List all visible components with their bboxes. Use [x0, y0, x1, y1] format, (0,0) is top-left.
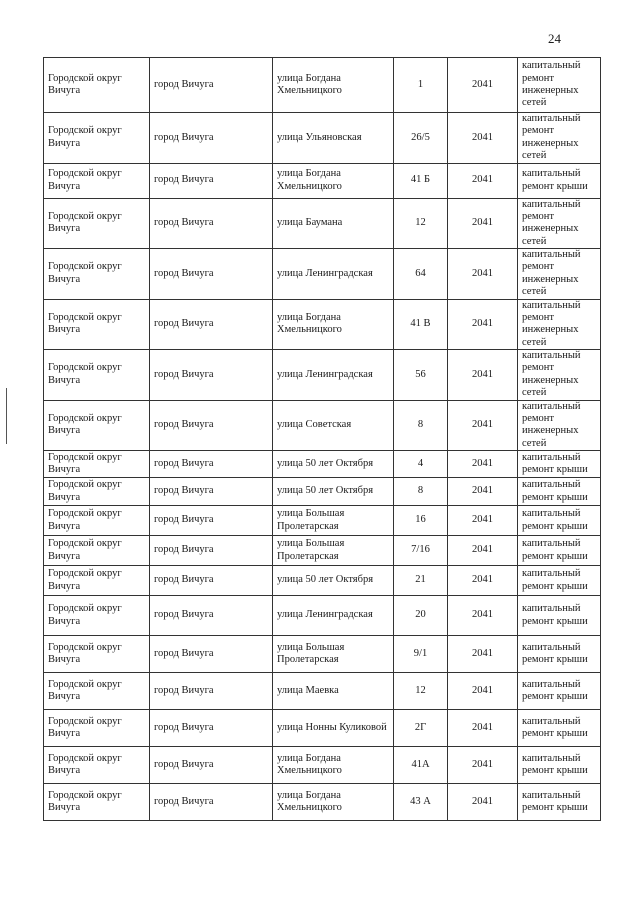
street-cell: улица Нонны Куликовой [273, 710, 394, 747]
okrug-cell: Городской округ Вичуга [44, 710, 150, 747]
year-cell: 2041 [448, 249, 518, 300]
work-type-cell: капитальный ремонт крыши [518, 710, 601, 747]
street-cell: улица 50 лет Октября [273, 478, 394, 506]
street-cell: улица Ленинградская [273, 249, 394, 300]
street-cell: улица Ульяновская [273, 113, 394, 164]
house-number-cell: 12 [394, 673, 448, 710]
city-cell: город Вичуга [150, 350, 273, 401]
registry-table-body [44, 58, 601, 821]
house-number-cell: 12 [394, 198, 448, 249]
scan-mark-left [6, 388, 7, 444]
okrug-cell: Городской округ Вичуга [44, 350, 150, 401]
table-row [44, 400, 601, 451]
house-number-cell: 21 [394, 566, 448, 596]
work-type-cell: капитальный ремонт крыши [518, 478, 601, 506]
street-cell: улица Богдана Хмельницкого [273, 299, 394, 350]
table-row [44, 451, 601, 478]
table-row [44, 596, 601, 636]
street-cell: улица Богдана Хмельницкого [273, 163, 394, 198]
table-row [44, 506, 601, 536]
street-cell: улица Богдана Хмельницкого [273, 58, 394, 113]
year-cell: 2041 [448, 198, 518, 249]
table-row [44, 784, 601, 821]
city-cell: город Вичуга [150, 400, 273, 451]
year-cell: 2041 [448, 350, 518, 401]
house-number-cell: 43 А [394, 784, 448, 821]
year-cell: 2041 [448, 596, 518, 636]
street-cell: улица Большая Пролетарская [273, 506, 394, 536]
city-cell: город Вичуга [150, 478, 273, 506]
city-cell: город Вичуга [150, 784, 273, 821]
year-cell: 2041 [448, 566, 518, 596]
house-number-cell: 9/1 [394, 636, 448, 673]
street-cell: улица Советская [273, 400, 394, 451]
year-cell: 2041 [448, 506, 518, 536]
work-type-cell: капитальный ремонт крыши [518, 636, 601, 673]
work-type-cell: капитальный ремонт инженерных сетей [518, 350, 601, 401]
year-cell: 2041 [448, 58, 518, 113]
house-number-cell: 26/5 [394, 113, 448, 164]
city-cell: город Вичуга [150, 636, 273, 673]
okrug-cell: Городской округ Вичуга [44, 113, 150, 164]
street-cell: улица Богдана Хмельницкого [273, 784, 394, 821]
work-type-cell: капитальный ремонт инженерных сетей [518, 113, 601, 164]
table-row [44, 198, 601, 249]
table-row [44, 747, 601, 784]
year-cell: 2041 [448, 451, 518, 478]
work-type-cell: капитальный ремонт крыши [518, 596, 601, 636]
street-cell: улица Ленинградская [273, 596, 394, 636]
work-type-cell: капитальный ремонт крыши [518, 451, 601, 478]
work-type-cell: капитальный ремонт крыши [518, 163, 601, 198]
okrug-cell: Городской округ Вичуга [44, 596, 150, 636]
street-cell: улица Богдана Хмельницкого [273, 747, 394, 784]
city-cell: город Вичуга [150, 249, 273, 300]
okrug-cell: Городской округ Вичуга [44, 58, 150, 113]
house-number-cell: 4 [394, 451, 448, 478]
city-cell: город Вичуга [150, 710, 273, 747]
house-number-cell: 56 [394, 350, 448, 401]
year-cell: 2041 [448, 636, 518, 673]
year-cell: 2041 [448, 400, 518, 451]
city-cell: город Вичуга [150, 113, 273, 164]
year-cell: 2041 [448, 113, 518, 164]
house-number-cell: 41 Б [394, 163, 448, 198]
city-cell: город Вичуга [150, 673, 273, 710]
work-type-cell: капитальный ремонт крыши [518, 536, 601, 566]
work-type-cell: капитальный ремонт инженерных сетей [518, 198, 601, 249]
work-type-cell: капитальный ремонт инженерных сетей [518, 249, 601, 300]
okrug-cell: Городской округ Вичуга [44, 784, 150, 821]
work-type-cell: капитальный ремонт инженерных сетей [518, 58, 601, 113]
table-row [44, 478, 601, 506]
year-cell: 2041 [448, 784, 518, 821]
okrug-cell: Городской округ Вичуга [44, 747, 150, 784]
table-row [44, 673, 601, 710]
work-type-cell: капитальный ремонт крыши [518, 747, 601, 784]
year-cell: 2041 [448, 536, 518, 566]
work-type-cell: капитальный ремонт крыши [518, 673, 601, 710]
street-cell: улица Маевка [273, 673, 394, 710]
registry-table [43, 57, 601, 821]
page-number: 24 [548, 31, 561, 46]
okrug-cell: Городской округ Вичуга [44, 566, 150, 596]
table-row [44, 58, 601, 113]
work-type-cell: капитальный ремонт крыши [518, 566, 601, 596]
table-row [44, 163, 601, 198]
okrug-cell: Городской округ Вичуга [44, 198, 150, 249]
city-cell: город Вичуга [150, 58, 273, 113]
house-number-cell: 41А [394, 747, 448, 784]
street-cell: улица Большая Пролетарская [273, 636, 394, 673]
city-cell: город Вичуга [150, 163, 273, 198]
house-number-cell: 2Г [394, 710, 448, 747]
table-row [44, 249, 601, 300]
year-cell: 2041 [448, 478, 518, 506]
city-cell: город Вичуга [150, 536, 273, 566]
house-number-cell: 8 [394, 478, 448, 506]
house-number-cell: 1 [394, 58, 448, 113]
house-number-cell: 41 В [394, 299, 448, 350]
okrug-cell: Городской округ Вичуга [44, 506, 150, 536]
table-row [44, 299, 601, 350]
okrug-cell: Городской округ Вичуга [44, 451, 150, 478]
table-row [44, 350, 601, 401]
work-type-cell: капитальный ремонт крыши [518, 506, 601, 536]
okrug-cell: Городской округ Вичуга [44, 249, 150, 300]
street-cell: улица Большая Пролетарская [273, 536, 394, 566]
house-number-cell: 8 [394, 400, 448, 451]
street-cell: улица Ленинградская [273, 350, 394, 401]
okrug-cell: Городской округ Вичуга [44, 478, 150, 506]
table-row [44, 710, 601, 747]
city-cell: город Вичуга [150, 566, 273, 596]
okrug-cell: Городской округ Вичуга [44, 536, 150, 566]
street-cell: улица 50 лет Октября [273, 451, 394, 478]
year-cell: 2041 [448, 299, 518, 350]
house-number-cell: 64 [394, 249, 448, 300]
okrug-cell: Городской округ Вичуга [44, 299, 150, 350]
city-cell: город Вичуга [150, 596, 273, 636]
okrug-cell: Городской округ Вичуга [44, 400, 150, 451]
okrug-cell: Городской округ Вичуга [44, 673, 150, 710]
street-cell: улица 50 лет Октября [273, 566, 394, 596]
city-cell: город Вичуга [150, 506, 273, 536]
year-cell: 2041 [448, 673, 518, 710]
okrug-cell: Городской округ Вичуга [44, 636, 150, 673]
work-type-cell: капитальный ремонт инженерных сетей [518, 400, 601, 451]
work-type-cell: капитальный ремонт крыши [518, 784, 601, 821]
house-number-cell: 16 [394, 506, 448, 536]
year-cell: 2041 [448, 747, 518, 784]
okrug-cell: Городской округ Вичуга [44, 163, 150, 198]
city-cell: город Вичуга [150, 299, 273, 350]
city-cell: город Вичуга [150, 451, 273, 478]
city-cell: город Вичуга [150, 747, 273, 784]
year-cell: 2041 [448, 710, 518, 747]
street-cell: улица Баумана [273, 198, 394, 249]
table-row [44, 113, 601, 164]
table-row [44, 636, 601, 673]
house-number-cell: 20 [394, 596, 448, 636]
house-number-cell: 7/16 [394, 536, 448, 566]
city-cell: город Вичуга [150, 198, 273, 249]
work-type-cell: капитальный ремонт инженерных сетей [518, 299, 601, 350]
table-row [44, 536, 601, 566]
table-row [44, 566, 601, 596]
year-cell: 2041 [448, 163, 518, 198]
